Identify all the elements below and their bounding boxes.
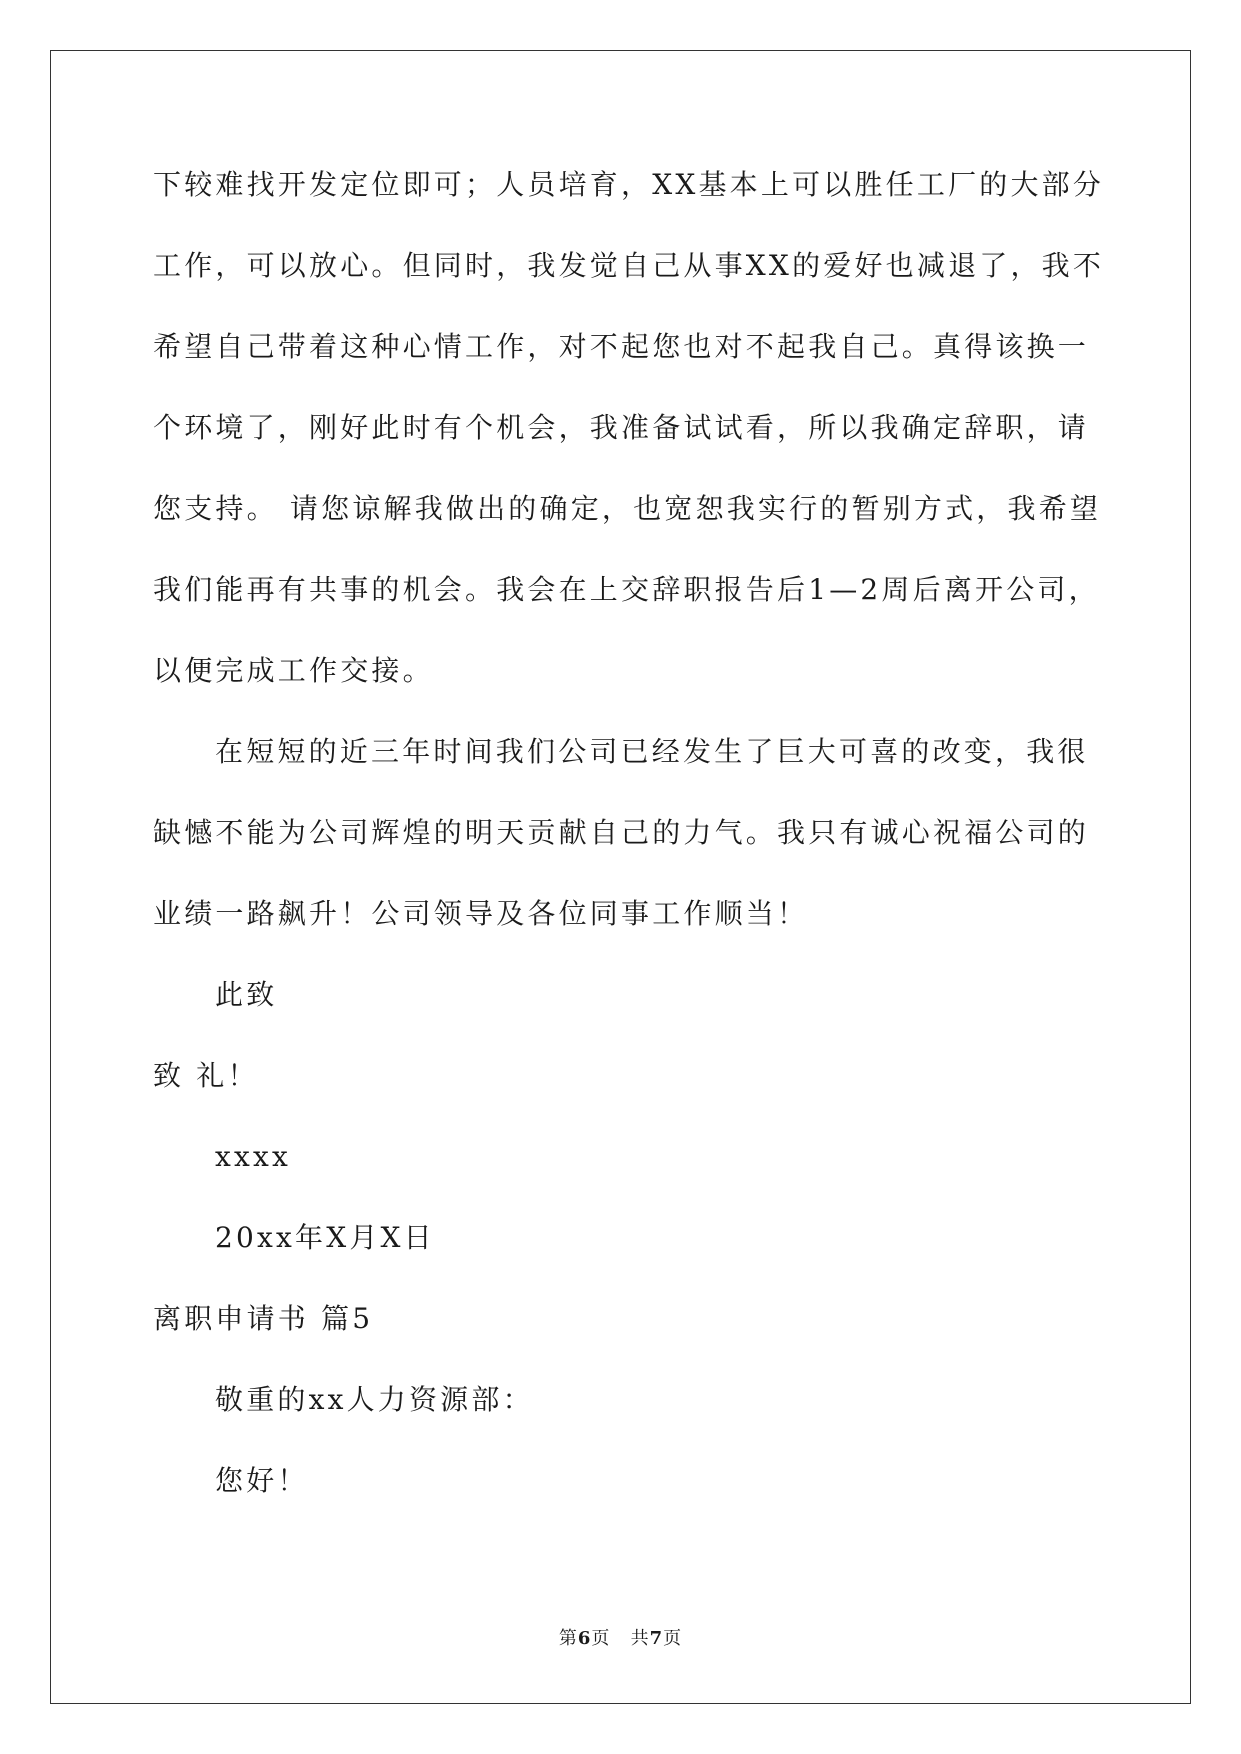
paragraph-start-line: 在短短的近三年时间我们公司已经发生了巨大可喜的改变，我很	[215, 735, 1089, 768]
footer-prefix: 第	[558, 1628, 578, 1649]
text-line: 您支持。 请您谅解我做出的确定，也宽恕我实行的暂别方式，我希望	[153, 492, 1102, 525]
letter-addressee: 敬重的xx人力资源部：	[215, 1383, 534, 1416]
text-line: 业绩一路飙升！公司领导及各位同事工作顺当！	[153, 897, 809, 930]
signature-date: 20xx年X月X日	[215, 1221, 435, 1254]
page-number-footer	[0, 1624, 1241, 1650]
text-line: 工作，可以放心。但同时，我发觉自己从事XX的爱好也减退了，我不	[153, 249, 1105, 282]
text-line: 以便完成工作交接。	[153, 654, 434, 687]
text-line: 个环境了，刚好此时有个机会，我准备试试看，所以我确定辞职，请	[153, 411, 1090, 444]
text-line: 我们能再有共事的机会。我会在上交辞职报告后1—2周后离开公司，	[153, 573, 1100, 606]
closing-regards: 致 礼！	[153, 1059, 259, 1092]
closing-salutation: 此致	[215, 978, 278, 1011]
footer-middle: 页 共	[591, 1628, 650, 1649]
total-pages-number: 7	[649, 1628, 664, 1649]
signature-name: xxxx	[215, 1140, 291, 1173]
current-page-number: 6	[577, 1628, 592, 1649]
letter-greeting: 您好！	[215, 1464, 309, 1497]
text-line: 希望自己带着这种心情工作，对不起您也对不起我自己。真得该换一	[153, 330, 1090, 363]
text-line: 下较难找开发定位即可；人员培育，XX基本上可以胜任工厂的大部分	[153, 168, 1105, 201]
text-line: 缺憾不能为公司辉煌的明天贡献自己的力气。我只有诚心祝福公司的	[153, 816, 1090, 849]
section-heading: 离职申请书 篇5	[153, 1302, 374, 1335]
document-body	[153, 160, 1113, 1537]
footer-suffix: 页	[663, 1628, 683, 1649]
